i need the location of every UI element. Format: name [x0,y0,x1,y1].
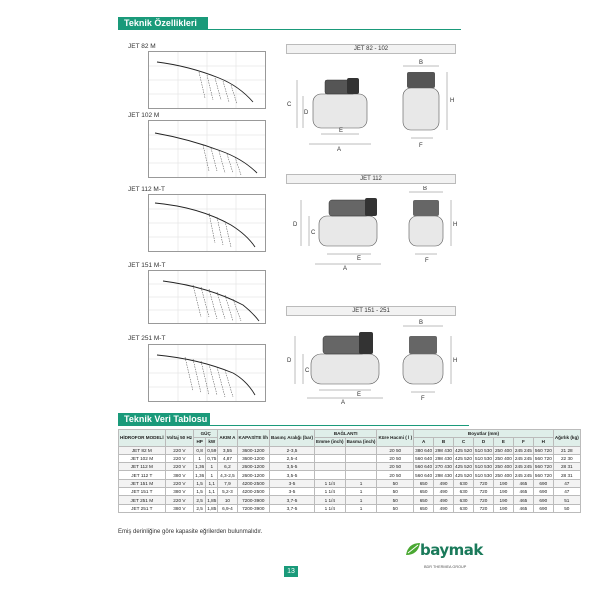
table-cell: 0,59 [207,447,217,453]
performance-chart-jet102 [148,120,266,178]
col-capacity: KAPASİTE l/h [237,430,270,447]
logo-wordmark: baymak [420,541,483,559]
table-cell: 3,55 [218,446,237,454]
performance-chart-jet251 [148,344,266,402]
table-cell: 47 [553,479,580,487]
chart-label-jet112: JET 112 M-T [128,186,165,193]
table-row [119,463,581,471]
col-dim-h: H [533,438,553,446]
table-cell: 425 520 [455,464,472,470]
table-cell: 650 [414,479,434,487]
col-dim-a: A [414,438,434,446]
table-cell: 630 [454,488,474,496]
table-cell: 245 245 [514,472,532,478]
table-cell [345,471,377,479]
dim-label: D [304,110,309,116]
chart-label-jet102: JET 102 M [128,112,160,119]
col-pressure: Basınç Aralığı (bar) [270,430,315,447]
table-row [119,496,581,504]
table-cell: 690 [533,479,553,487]
table-cell [345,454,377,462]
table-cell: 0,8 [194,446,206,454]
table-cell: 1,5 [194,488,206,496]
table-cell: 650 [414,488,434,496]
dimension-diagram-jet112 [285,186,460,270]
col-dim-f: F [513,438,533,446]
table-cell: 3,5-5 [270,471,315,479]
dim-label: C [287,102,292,108]
table-cell: 425 520 [455,447,472,453]
diagram-label-jet82-102: JET 82 - 102 [286,44,456,54]
table-cell: 0,75 [207,456,217,462]
table-cell: 3600-1200 [237,446,270,454]
table-cell: 20 50 [377,471,414,479]
table-cell: 1 [206,463,218,471]
table-cell: 1 1/4 [315,479,346,487]
table-row [119,471,581,479]
table-cell: 1,85 [207,505,217,511]
table-cell: 3,5-5 [270,463,315,471]
table-cell: 560 720 [534,447,552,453]
dim-label: E [357,392,362,398]
table-cell: 3-5 [270,488,315,496]
col-power: GÜÇ [194,430,218,438]
table-cell: 298 430 [435,472,453,478]
performance-chart-jet112 [148,194,266,252]
table-cell: 630 [454,504,474,512]
table-cell: 220 V [165,446,193,454]
table-cell: 4,87 [218,454,237,462]
table-cell: 20 50 [377,463,414,471]
table-cell [315,463,346,471]
table-row [119,504,581,512]
performance-chart-jet151 [148,270,266,324]
table-cell: 6,9-4 [218,504,237,512]
dim-label: D [293,222,298,228]
dim-label: B [419,320,424,326]
table-cell: 630 [454,479,474,487]
table-cell: 1,85 [207,497,217,503]
capacity-footnote: Emiş derinliğine göre kapasite eğrilerden bulunmalıdır. [118,529,263,535]
col-dim-b: B [434,438,454,446]
table-row [119,488,581,496]
table-cell: 560 720 [534,464,552,470]
table-cell: 7200-3900 [237,496,270,504]
table-cell: 380 V [165,504,193,512]
table-cell: 51 [553,496,580,504]
dim-label: H [450,98,455,104]
dim-label: B [423,186,428,192]
chart-label-jet251: JET 251 M-T [128,335,166,342]
table-cell: 380 V [165,471,193,479]
table-cell: 510 530 [475,464,492,470]
table-cell: 720 [474,496,494,504]
table-cell: JET 102 M [119,454,166,462]
table-cell: 490 [434,496,454,504]
table-cell: 5,2-3 [218,488,237,496]
table-cell: 2600-1200 [237,463,270,471]
table-cell: 560 640 [415,464,433,470]
table-cell: 1 [206,471,218,479]
col-kw: kW [206,438,218,446]
table-cell: 720 [474,488,494,496]
table-section-title: Teknik Veri Tablosu [124,414,208,424]
baymak-logo [404,539,483,573]
table-cell: 50 [377,504,414,512]
table-cell: 2,5-4 [270,454,315,462]
table-cell: 560 720 [534,456,552,462]
table-cell: 490 [434,488,454,496]
table-cell: 690 [533,504,553,512]
table-cell: 465 [513,504,533,512]
col-current: AKIM A [218,430,237,447]
table-row [119,479,581,487]
page-number: 13 [284,566,298,577]
table-cell: 510 530 [475,447,492,453]
table-cell: 2,5 [194,496,206,504]
chart-curves-jet82 [149,52,265,108]
dim-label: D [287,358,292,364]
table-cell: 4200-2500 [237,488,270,496]
dim-label: H [453,222,458,228]
chart-curves-jet112 [149,195,265,251]
table-cell: 425 520 [455,472,472,478]
table-cell: 1,1 [206,488,218,496]
dim-label: C [305,368,310,374]
table-cell: 490 [434,504,454,512]
dim-label: H [453,358,458,364]
table-cell: 1 [345,479,377,487]
table-cell: 560 640 [415,472,433,478]
table-cell: JET 82 M [119,446,166,454]
chart-curves-jet151 [149,271,265,323]
table-cell: 3,7-5 [270,496,315,504]
table-cell: 21 28 [553,446,580,454]
table-cell: 7200-3900 [237,504,270,512]
table-cell: JET 112 M [119,463,166,471]
table-row [119,454,581,462]
table-cell: 425 520 [455,456,472,462]
diagram-label-jet112: JET 112 [286,174,456,184]
table-cell: 298 430 [435,456,453,462]
table-cell: 650 [414,496,434,504]
table-cell: 250 400 [494,472,512,478]
chart-label-jet151: JET 151 M-T [128,262,166,269]
table-cell: JET 251 T [119,504,166,512]
spec-table [118,429,581,513]
col-connection: BAĞLANTI [315,430,377,438]
table-cell: 690 [533,488,553,496]
table-cell: 6,2 [218,463,237,471]
table-cell: 50 [377,479,414,487]
table-cell: 1 [345,504,377,512]
chart-curves-jet102 [149,121,265,177]
table-cell: 245 245 [514,456,532,462]
table-cell: 1,5 [194,479,206,487]
chart-curves-jet251 [149,345,265,401]
table-cell: JET 151 T [119,488,166,496]
table-cell: 190 [493,479,513,487]
table-cell: 2-3,5 [270,446,315,454]
table-cell: 1,1 [206,479,218,487]
col-voltage: Voltaj 50 Hz [165,430,193,447]
table-cell: 220 V [165,479,193,487]
col-dim-d: D [474,438,494,446]
table-cell: 10 [218,496,237,504]
table-cell: 3,7-5 [270,504,315,512]
table-cell: 490 [434,479,454,487]
diagram-label-jet151-251: JET 151 - 251 [286,306,456,316]
table-cell: JET 151 M [119,479,166,487]
dim-label: A [343,266,348,270]
table-cell: 190 [493,488,513,496]
table-cell [315,446,346,454]
table-cell: 245 245 [514,464,532,470]
table-cell: 1 1/4 [315,496,346,504]
dim-label: E [339,128,344,134]
table-cell: JET 112 T [119,471,166,479]
table-cell: 22 30 [553,454,580,462]
spec-table-body [119,446,581,512]
table-cell: 50 [553,504,580,512]
dim-label: C [311,230,316,236]
dim-label: F [421,396,425,402]
specs-section-rule [118,29,461,30]
col-suction: Emme (inch) [316,439,344,445]
col-tank: Küre Hacmi ( l ) [377,430,414,447]
col-hp: HP [194,438,206,446]
col-model: HİDROFOR MODELİ [119,430,166,447]
table-cell: 380 640 [415,447,433,453]
table-row [119,446,581,454]
table-cell: 1 1/4 [315,504,346,512]
col-discharge: Basma (inch) [346,439,376,445]
table-cell: 50 [377,488,414,496]
table-cell: 7,9 [218,479,237,487]
table-cell: 1 [194,454,206,462]
table-cell: 380 V [165,488,193,496]
col-dim-c: C [454,438,474,446]
table-cell: JET 251 M [119,496,166,504]
table-cell: 510 530 [475,456,492,462]
table-cell: 245 245 [514,447,532,453]
table-cell: 220 V [165,454,193,462]
chart-label-jet82: JET 82 M [128,43,156,50]
dim-label: E [357,256,362,262]
dim-label: A [337,147,342,153]
table-cell: 4,3-2,5 [218,471,237,479]
table-cell: 1 [345,496,377,504]
table-section-rule [118,425,469,426]
table-cell: 560 640 [415,456,433,462]
table-cell: 1,36 [195,472,205,478]
table-cell: 47 [553,488,580,496]
performance-chart-jet82 [148,51,266,109]
table-cell: 270 430 [435,464,453,470]
table-cell: 1,36 [195,464,205,470]
table-cell: 720 [474,504,494,512]
table-cell: 465 [513,496,533,504]
table-cell: 298 430 [435,447,453,453]
table-cell: 190 [493,496,513,504]
table-cell [345,446,377,454]
table-cell [315,471,346,479]
table-cell: 20 50 [377,446,414,454]
logo-group-text: BDR THERMEA GROUP [424,565,467,569]
table-cell: 465 [513,479,533,487]
table-cell [345,463,377,471]
dim-label: B [419,60,424,66]
table-cell: 1 [345,488,377,496]
table-cell: 220 V [165,496,193,504]
table-cell: 1 1/4 [315,488,346,496]
col-dimensions: Boyutlar (mm) [414,430,554,438]
table-cell: 250 400 [494,456,512,462]
table-cell: 28 31 [553,463,580,471]
table-cell: 690 [533,496,553,504]
dim-label: A [341,400,346,404]
table-cell: 465 [513,488,533,496]
table-cell: 650 [414,504,434,512]
table-cell: 190 [493,504,513,512]
table-cell: 3600-1200 [237,454,270,462]
specs-section-title: Teknik Özellikleri [124,18,197,28]
table-cell: 2600-1200 [237,471,270,479]
table-cell: 510 530 [475,472,492,478]
dimension-diagram-jet151-251 [285,318,460,404]
table-cell: 630 [454,496,474,504]
table-cell: 28 31 [553,471,580,479]
col-weight: Ağırlık (kg) [553,430,580,447]
table-cell: 2,5 [194,504,206,512]
dim-label: F [425,258,429,264]
table-cell: 250 400 [494,464,512,470]
dim-label: F [419,143,423,149]
table-cell: 20 50 [377,454,414,462]
table-cell: 4200-2500 [237,479,270,487]
table-cell [315,454,346,462]
col-dim-e: E [493,438,513,446]
table-cell: 560 720 [534,472,552,478]
table-cell: 3-5 [270,479,315,487]
dimension-diagram-jet82-102 [285,56,460,154]
table-cell: 250 400 [494,447,512,453]
table-cell: 720 [474,479,494,487]
table-cell: 220 V [165,463,193,471]
table-cell: 50 [377,496,414,504]
